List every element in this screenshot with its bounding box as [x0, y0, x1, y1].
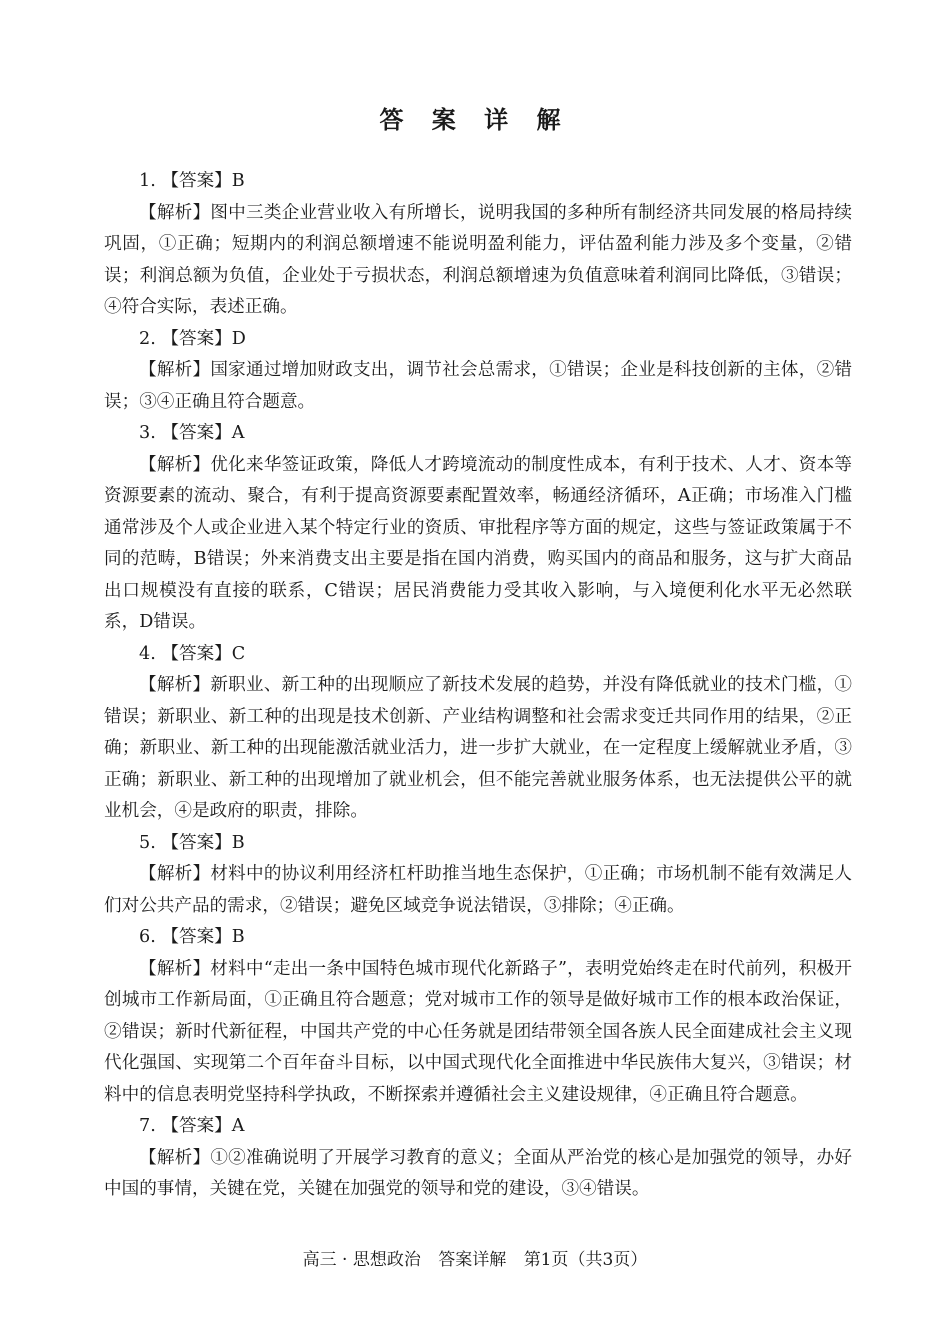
answer-line-5: 5. 【答案】B — [139, 832, 245, 853]
answer-line-7: 7. 【答案】A — [139, 1116, 245, 1136]
footer-subject: 高三 · 思想政治 — [302, 1250, 421, 1270]
analysis-paragraph-5: 【解析】材料中的协议利用经济杠杆助推当地生态保护，①正确；市场机制不能有效满足人们对公共产品的需求，②错误；避免区域竞争说法错误，③排除；④正确。 — [104, 864, 852, 916]
answer-line-3: 3. 【答案】A — [139, 423, 245, 443]
analysis-paragraph-6: 【解析】材料中“走出一条中国特色城市现代化新路子”，表明党始终走在时代前列，积极开创城市工作新局面，①正确且符合题意；党对城市工作的领导是做好城市工作的根本政治保证，②错误；新时代新征程，中国共产党的中心任务就是团结带领全国各族人民全面建成社会主义现代化强国、实现第二个百年奋斗目标，以中国式现代化全面推进中华民族伟大复兴，③错误；材料中的信息表明党坚持科学执政，不断探索并遵循社会主义建设规律，④正确且符合题意。 — [104, 958, 852, 1105]
answer-line-2: 2. 【答案】D — [139, 328, 246, 349]
page-title: 答 案 详 解 — [379, 106, 571, 134]
analysis-paragraph-3: 【解析】优化来华签证政策，降低人才跨境流动的制度性成本，有利于技术、人才、资本等资源要素的流动、聚合，有利于提高资源要素配置效率，畅通经济循环，A正确；市场准入门槛通常涉及个人或企业进入某个特定行业的资质、审批程序等方面的规定，这些与签证政策属于不同的范畴，B错误；外来消费支出主要是指在国内消费，购买国内的商品和服务，这与扩大商品出口规模没有直接的联系，C错误；居民消费能力受其收入影响，与入境便利化水平无必然联系，D错误。 — [104, 454, 852, 632]
footer-page-number: 第1页（共3页） — [523, 1250, 648, 1270]
analysis-paragraph-4: 【解析】新职业、新工种的出现顺应了新技术发展的趋势，并没有降低就业的技术门槛，①错误；新职业、新工种的出现是技术创新、产业结构调整和社会需求变迁共同作用的结果，②正确；新职业、新工种的出现能激活就业活力，进一步扩大就业，在一定程度上缓解就业矛盾，③正确；新职业、新工种的出现增加了就业机会，但不能完善就业服务体系，也无法提供公平的就业机会，④是政府的职责，排除。 — [104, 675, 852, 821]
answer-list — [104, 166, 852, 1206]
answer-line-4: 4. 【答案】C — [139, 643, 246, 664]
analysis-paragraph-2: 【解析】国家通过增加财政支出，调节社会总需求，①错误；企业是科技创新的主体，②错误；③④正确且符合题意。 — [104, 360, 852, 412]
footer-doc-title: 答案详解 — [438, 1250, 507, 1270]
page-footer — [0, 1248, 950, 1272]
analysis-paragraph-7: 【解析】①②准确说明了开展学习教育的意义；全面从严治党的核心是加强党的领导，办好中国的事情，关键在党，关键在加强党的领导和党的建设，③④错误。 — [104, 1147, 852, 1199]
answer-line-6: 6. 【答案】B — [139, 927, 245, 947]
analysis-paragraph-1: 【解析】图中三类企业营业收入有所增长，说明我国的多种所有制经济共同发展的格局持续巩固，①正确；短期内的利润总额增速不能说明盈利能力，评估盈利能力涉及多个变量，②错误；利润总额为负值，企业处于亏损状态，利润总额增速为负值意味着利润同比降低，③错误；④符合实际，表述正确。 — [104, 202, 852, 317]
answer-line-1: 1. 【答案】B — [139, 171, 245, 191]
